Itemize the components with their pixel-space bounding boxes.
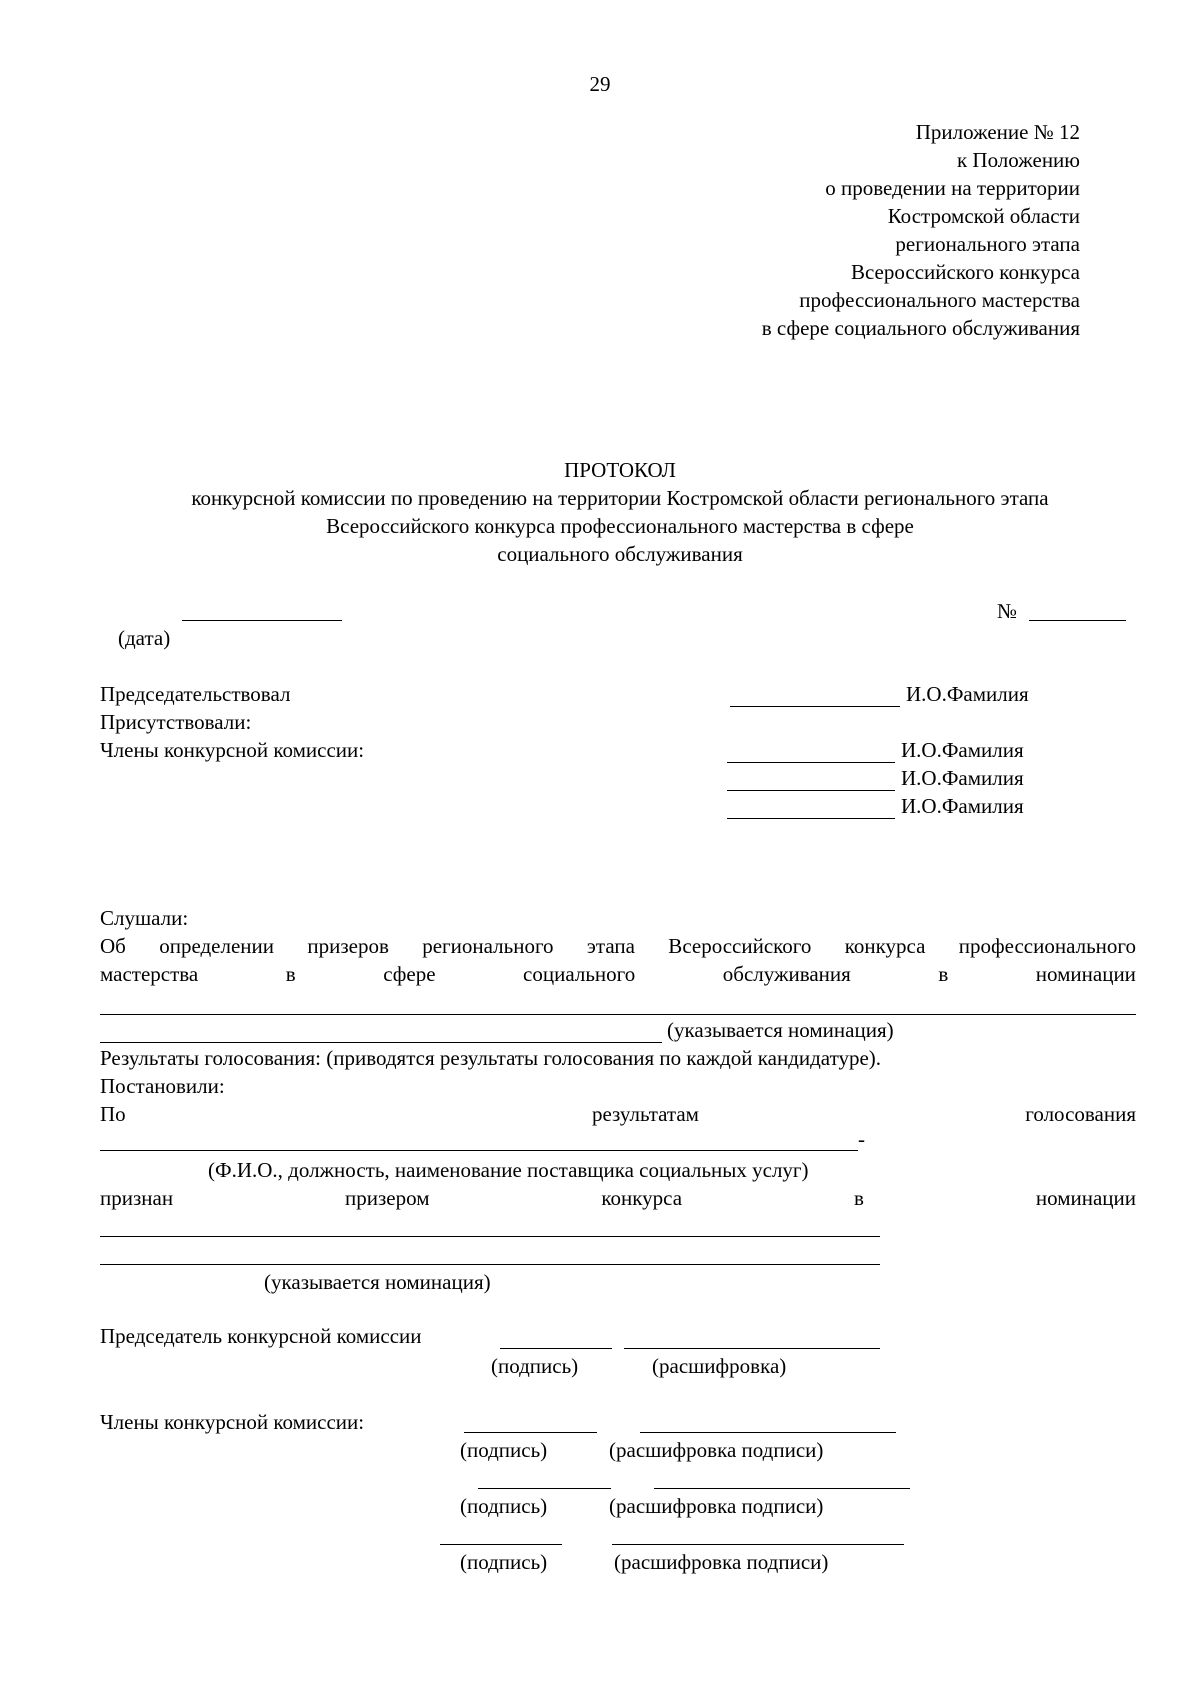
document-subtitle — [0, 484, 1200, 568]
word: конкурса — [601, 1186, 683, 1210]
subtitle-line: Всероссийского конкурса профессионального мастерства в сфере — [326, 514, 914, 538]
decoding-hint: (расшифровка) — [652, 1354, 787, 1378]
word: голосования — [1025, 1102, 1136, 1126]
appendix-line: Приложение № 12 — [915, 120, 1080, 144]
member-signature-line — [464, 1432, 597, 1433]
heard-label: Слушали: — [100, 906, 189, 930]
dash: - — [858, 1127, 865, 1151]
fio-line — [100, 1150, 858, 1151]
word: в — [285, 962, 296, 986]
members-sign-label: Члены конкурсной комиссии: — [100, 1410, 365, 1434]
member-fio: И.О.Фамилия — [901, 738, 1024, 762]
word: в — [854, 1186, 864, 1210]
date-line — [182, 620, 342, 621]
member-signature-line — [440, 1544, 562, 1545]
subtitle-line: социального обслуживания — [497, 542, 743, 566]
appendix-line: в сфере социального обслуживания — [761, 316, 1080, 340]
chaired-label: Председательствовал — [100, 682, 291, 706]
recognized-line — [100, 1184, 1136, 1212]
chairman-signature-line — [500, 1348, 612, 1349]
voting-results: Результаты голосования: (приводятся результаты голосования по каждой кандидатуре). — [100, 1046, 882, 1070]
member-decoding-line — [640, 1432, 896, 1433]
word: номинации — [1035, 962, 1136, 986]
word: мастерства — [100, 962, 199, 986]
member-sign-line — [727, 762, 895, 763]
chairman-label: Председатель конкурсной комиссии — [100, 1324, 422, 1348]
nomination-line-4 — [100, 1264, 880, 1265]
number-sign: № — [997, 599, 1018, 623]
nomination-line — [100, 1014, 1136, 1015]
signature-hint: (подпись) — [491, 1354, 579, 1378]
word: обслуживания — [722, 962, 851, 986]
document-title: ПРОТОКОЛ — [564, 458, 676, 482]
heard-text-line: Об определении призеров регионального этапа Всероссийского конкурса профессионального — [100, 934, 1136, 958]
member-decoding-line — [612, 1544, 904, 1545]
fio-hint: (Ф.И.О., должность, наименование поставщика социальных услуг) — [208, 1158, 809, 1182]
appendix-line: к Положению — [956, 148, 1080, 172]
member-signature-line — [478, 1488, 611, 1489]
chairman-fio: И.О.Фамилия — [906, 682, 1029, 706]
signature-hint: (подпись) — [460, 1494, 548, 1518]
member-fio: И.О.Фамилия — [901, 766, 1024, 790]
present-label: Присутствовали: — [100, 710, 252, 734]
chairman-sign-line — [730, 706, 900, 707]
member-sign-line — [727, 790, 895, 791]
chairman-decoding-line — [624, 1348, 880, 1349]
appendix-line: регионального этапа — [895, 232, 1080, 256]
nomination-line-3 — [100, 1236, 880, 1237]
signature-hint: (подпись) — [460, 1438, 548, 1462]
member-sign-line — [727, 818, 895, 819]
word: номинации — [1035, 1186, 1136, 1210]
word: призером — [345, 1186, 430, 1210]
decided-line — [100, 1100, 1136, 1128]
appendix-block — [762, 118, 1080, 342]
member-decoding-line — [654, 1488, 910, 1489]
members-label: Члены конкурсной комиссии: — [100, 738, 365, 762]
nomination-line-2 — [100, 1042, 662, 1043]
nomination-hint-2: (указывается номинация) — [264, 1270, 491, 1294]
decided-label: Постановили: — [100, 1074, 225, 1098]
word: в — [938, 962, 949, 986]
page-number: 29 — [589, 72, 611, 96]
word: результатам — [591, 1102, 699, 1126]
appendix-line: о проведении на территории — [825, 176, 1080, 200]
signature-decoding-hint: (расшифровка подписи) — [614, 1550, 829, 1574]
appendix-line: профессионального мастерства — [799, 288, 1080, 312]
date-label: (дата) — [118, 626, 171, 650]
subtitle-line: конкурсной комиссии по проведению на территории Костромской области регионального этапа — [191, 486, 1049, 510]
word: По — [100, 1102, 126, 1126]
appendix-line: Всероссийского конкурса — [850, 260, 1080, 284]
number-line — [1029, 620, 1126, 621]
appendix-line: Костромской области — [887, 204, 1080, 228]
signature-hint: (подпись) — [460, 1550, 548, 1574]
member-fio: И.О.Фамилия — [901, 794, 1024, 818]
nomination-hint: (указывается номинация) — [667, 1018, 894, 1042]
heard-text-line-2 — [100, 960, 1136, 988]
word: признан — [100, 1186, 174, 1210]
word: сфере — [383, 962, 436, 986]
signature-decoding-hint: (расшифровка подписи) — [609, 1438, 824, 1462]
signature-decoding-hint: (расшифровка подписи) — [609, 1494, 824, 1518]
word: социального — [523, 962, 636, 986]
